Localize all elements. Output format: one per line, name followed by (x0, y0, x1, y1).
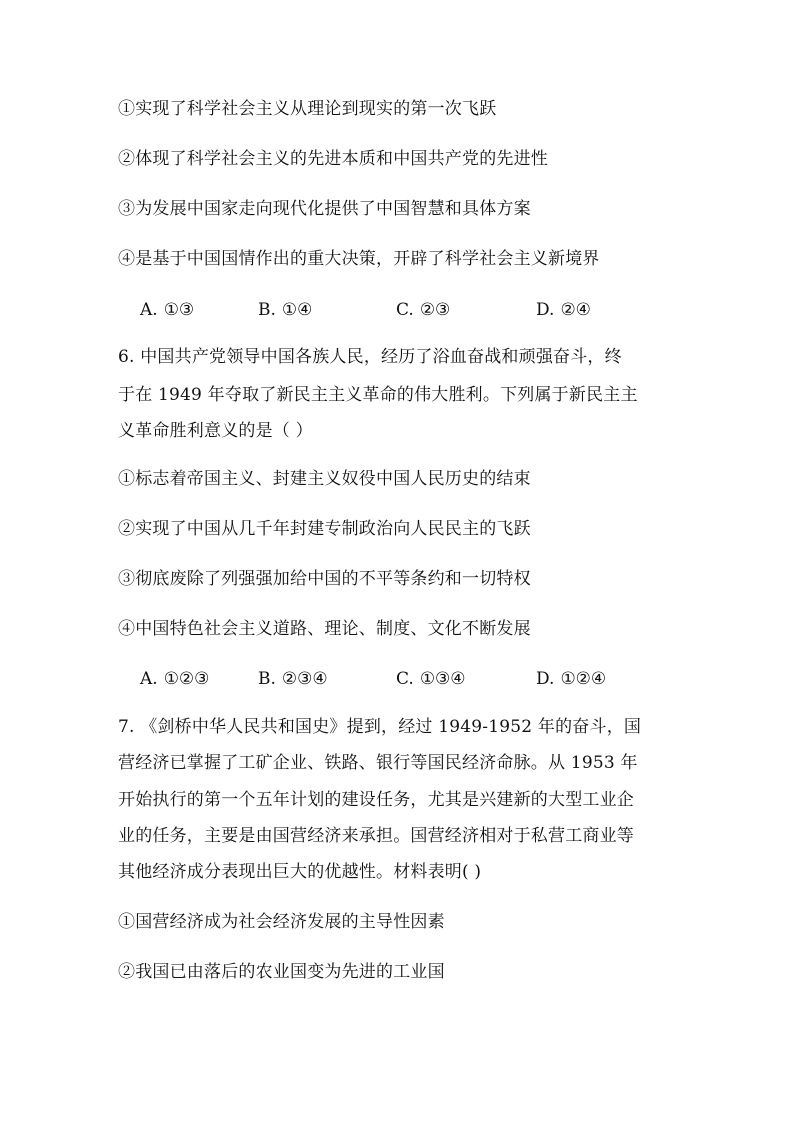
q6-option-a[interactable] (140, 667, 209, 691)
q5-statement-2: ②体现了科学社会主义的先进本质和中国共产党的先进性 (118, 149, 548, 169)
q7-statement-2: ②我国已由落后的农业国变为先进的工业国 (118, 962, 445, 982)
q7-statement-1: ①国营经济成为社会经济发展的主导性因素 (118, 912, 445, 932)
option-letter: D. (536, 300, 555, 320)
q6-option-b[interactable] (258, 667, 328, 691)
option-text: ②③④ (281, 669, 328, 689)
option-text: ①③ (163, 300, 195, 320)
q6-stem-line-1: 6. 中国共产党领导中国各族人民，经历了浴血奋战和顽强奋斗，终 (118, 347, 622, 367)
option-letter: B. (258, 300, 276, 320)
q6-option-d[interactable] (536, 667, 606, 691)
q7-stem-line-4: 业的任务，主要是由国营经济来承担。国营经济相对于私营工商业等 (118, 826, 634, 846)
q5-option-b[interactable] (258, 298, 312, 322)
option-letter: D. (536, 669, 555, 689)
q6-stem-line-2: 于在 1949 年夺取了新民主主义革命的伟大胜利。下列属于新民主主 (118, 385, 638, 405)
q6-statement-3: ③彻底废除了列强强加给中国的不平等条约和一切特权 (118, 569, 531, 589)
option-text: ②③ (419, 300, 451, 320)
q6-statement-2: ②实现了中国从几千年封建专制政治向人民民主的飞跃 (118, 519, 531, 539)
q7-stem-line-3: 开始执行的第一个五年计划的建设任务，尤其是兴建新的大型工业企 (118, 790, 634, 810)
q6-statement-1: ①标志着帝国主义、封建主义奴役中国人民历史的结束 (118, 469, 531, 489)
option-text: ①②③ (163, 669, 210, 689)
q7-stem-line-1: 7. 《剑桥中华人民共和国史》提到，经过 1949-1952 年的奋斗，国 (118, 717, 642, 737)
option-text: ①④ (281, 300, 313, 320)
q6-option-c[interactable] (396, 667, 466, 691)
q5-option-c[interactable] (396, 298, 450, 322)
q5-statement-1: ①实现了科学社会主义从理论到现实的第一次飞跃 (118, 99, 497, 119)
q6-statement-4: ④中国特色社会主义道路、理论、制度、文化不断发展 (118, 619, 531, 639)
option-letter: C. (396, 300, 414, 320)
option-text: ②④ (560, 300, 591, 320)
q5-statement-4: ④是基于中国国情作出的重大决策，开辟了科学社会主义新境界 (118, 249, 600, 269)
q7-stem-line-5: 其他经济成分表现出巨大的优越性。材料表明( ) (118, 862, 482, 882)
q6-stem-line-3: 义革命胜利意义的是（ ） (118, 421, 313, 441)
q7-stem-line-2: 营经济已掌握了工矿企业、铁路、银行等国民经济命脉。从 1953 年 (118, 753, 638, 773)
option-text: ①②④ (560, 669, 607, 689)
option-text: ①③④ (419, 669, 466, 689)
q5-statement-3: ③为发展中国家走向现代化提供了中国智慧和具体方案 (118, 199, 531, 219)
option-letter: B. (258, 669, 276, 689)
q5-option-d[interactable] (536, 298, 591, 322)
option-letter: A. (140, 669, 158, 689)
q5-option-a[interactable] (140, 298, 194, 322)
option-letter: C. (396, 669, 414, 689)
option-letter: A. (140, 300, 158, 320)
